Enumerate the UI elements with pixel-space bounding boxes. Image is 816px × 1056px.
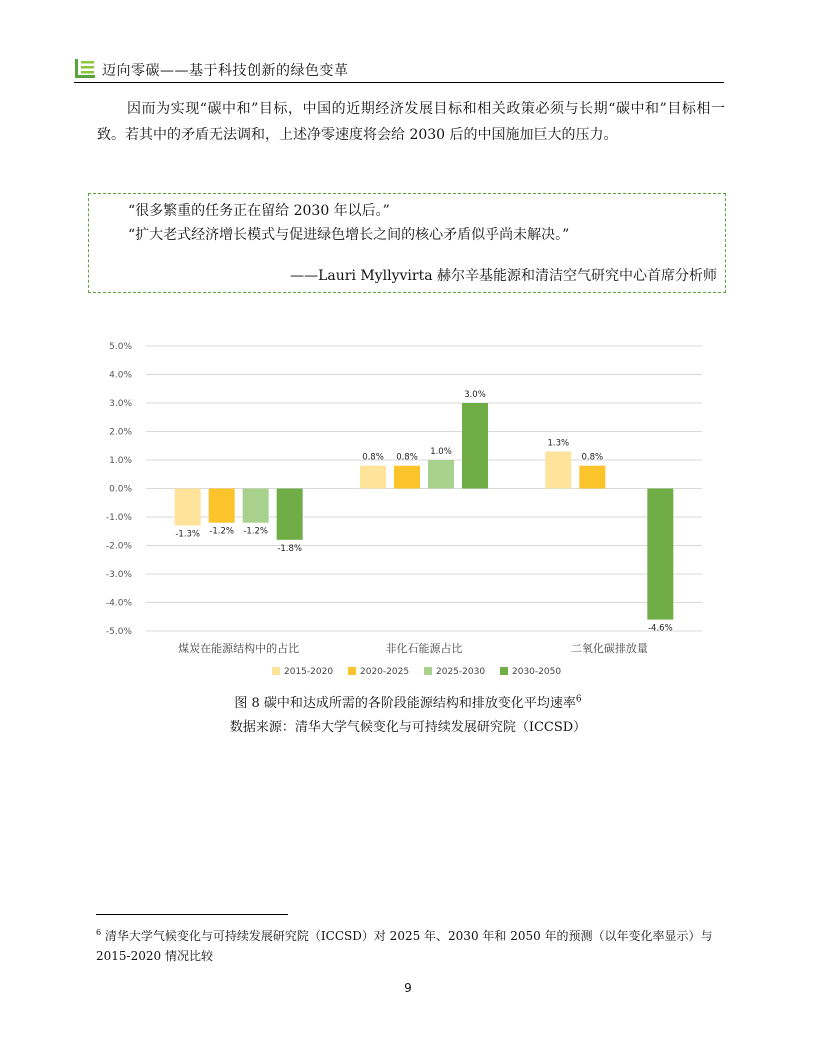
bar-chart [96,330,720,690]
chart-svg [96,330,720,690]
legend-label: 2020-2025 [360,667,410,677]
legend-label: 2015-2020 [284,667,334,677]
figure-source: 数据来源：清华大学气候变化与可持续发展研究院（ICCSD） [229,720,587,735]
data-label: -1.2% [209,526,235,537]
data-label: -1.2% [243,526,269,537]
footnote-text: 清华大学气候变化与可持续发展研究院（ICCSD）对 2025 年、2030 年和 2050 年的预测（以年变化率显示）与 2015-2020 情况比较 [96,929,713,963]
quote-line-1: “很多繁重的任务正在留给 2030 年以后。” [128,203,390,219]
page-number: 9 [404,981,412,995]
legend-swatch [348,667,356,675]
bar-2030-2050 [462,403,488,489]
legend-swatch [424,667,432,675]
y-tick-label: -2.0% [105,541,132,552]
y-tick-label: -4.0% [105,598,132,609]
y-tick-label: 5.0% [109,342,132,352]
y-tick-label: -1.0% [105,513,132,523]
body-paragraph-block [97,96,725,148]
data-label: -4.6% [647,623,673,634]
x-category-label: 煤炭在能源结构中的占比 [178,642,300,655]
data-label: 1.0% [430,447,452,457]
logo-icon [74,58,96,80]
bar-2025-2030 [243,489,269,523]
legend-label: 2030-2050 [512,667,562,677]
x-category-label: 二氧化碳排放量 [570,642,648,655]
bar-2030-2050 [277,489,303,540]
figure-caption-footnote-ref: 6 [575,694,582,705]
data-label: 0.8% [581,452,604,463]
figure-caption-text: 图 8 碳中和达成所需的各阶段能源结构和排放变化平均速率 [234,696,576,711]
y-tick-label: -3.0% [105,570,132,580]
x-category-label: 非化石能源占比 [385,642,463,655]
y-tick-label: 1.0% [109,456,132,466]
header-title: 迈向零碳——基于科技创新的绿色变革 [102,63,349,79]
quote-attribution: ——Lauri Myllyvirta 赫尔辛基能源和清洁空气研究中心首席分析师 [290,268,717,284]
bar-2020-2025 [209,489,235,523]
bar-2030-2050 [647,489,673,620]
bar-2015-2020 [360,466,386,489]
y-tick-label: 4.0% [109,370,132,381]
bar-2020-2025 [579,466,605,489]
bar-2015-2020 [175,489,201,526]
data-label: -1.8% [277,543,303,554]
footnote [96,923,726,966]
legend-label: 2025-2030 [436,667,486,677]
header-divider [74,82,724,83]
y-tick-label: 0.0% [109,484,132,495]
footnote-number: 6 [96,928,102,937]
footnote-divider [96,914,288,915]
y-tick-label: -5.0% [105,627,132,637]
data-label: 0.8% [396,452,418,463]
data-label: 0.8% [362,452,384,463]
legend-swatch [500,667,508,675]
bar-2025-2030 [428,460,454,489]
bar-2020-2025 [394,466,420,489]
legend-swatch [272,667,280,675]
bar-2015-2020 [545,451,571,488]
data-label: 1.3% [547,438,570,449]
page-header [74,58,724,82]
y-tick-label: 3.0% [109,399,132,409]
figure-caption [0,692,816,711]
quote-line-2: “扩大老式经济增长模式与促进绿色增长之间的核心矛盾似乎尚未解决。” [128,227,570,243]
data-label: -1.3% [175,529,201,540]
body-paragraph: 因而为实现“碳中和”目标，中国的近期经济发展目标和相关政策必须与长期“碳中和”目标相一致。若其中的矛盾无法调和，上述净零速度将会给 2030 后的中国施加巨大的压力。 [97,101,725,143]
quote-box [88,193,726,293]
y-tick-label: 2.0% [109,427,132,438]
data-label: 3.0% [464,390,486,400]
